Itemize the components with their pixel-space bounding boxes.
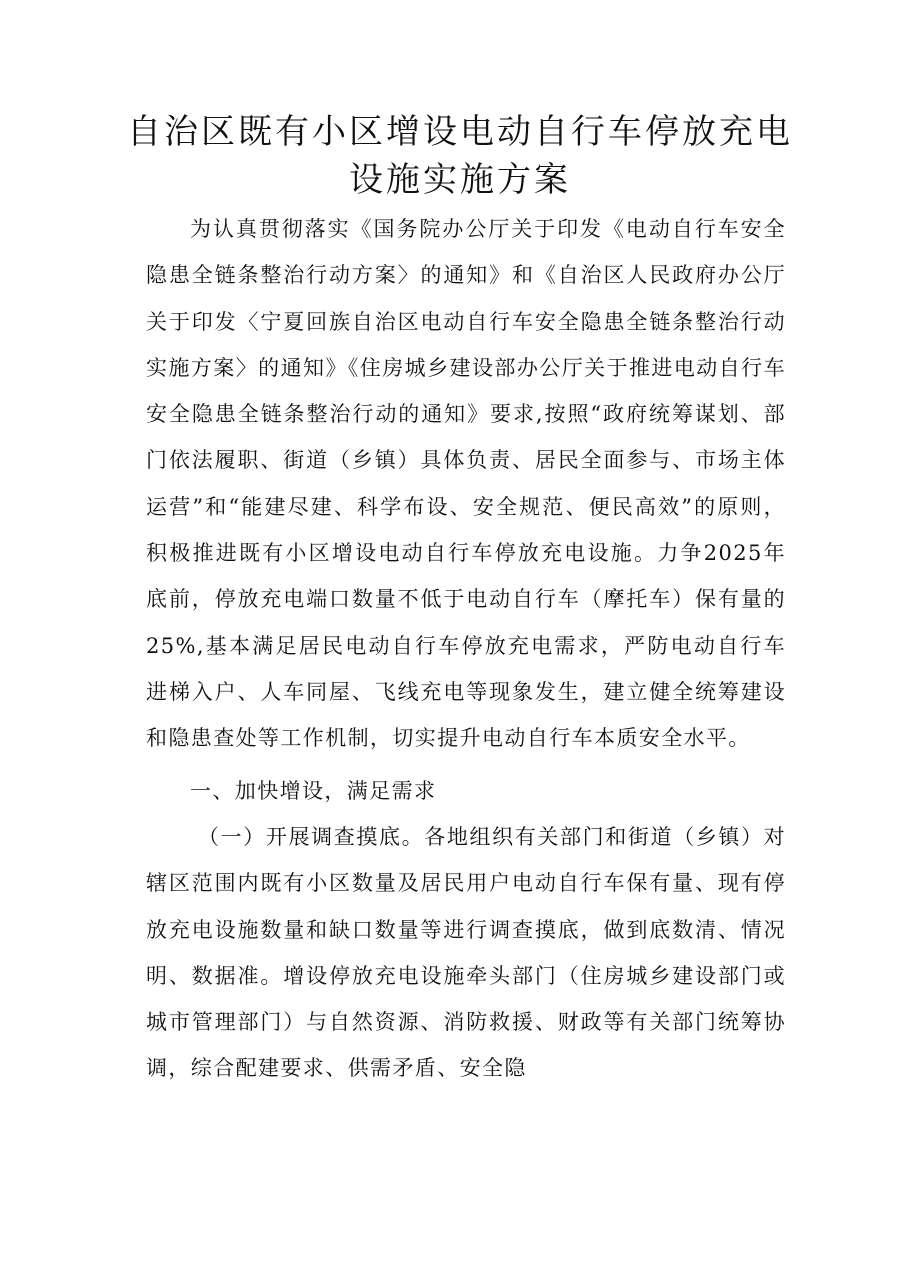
section-1-heading: 一、加快增设，满足需求 [190, 779, 437, 803]
document-title-line-1: 自治区既有小区增设电动自行车停放充电 [127, 112, 793, 152]
document-title-line-2: 设施实施方案 [349, 160, 571, 200]
intro-paragraph: 为认真贯彻落实《国务院办公厅关于印发《电动自行车安全隐患全链条整治行动方案〉的通知》和《自治区人民政府办公厅关于印发〈宁夏回族自治区电动自行车安全隐患全链条整治行动实施方案〉的通知》《住房城乡建设部办公厅关于推进电动自行车安全隐患全链条整治行动的通知》要求,按照“政府统筹谋划、部门依法履职、街道（乡镇）具体负责、居民全面参与、市场主体运营”和“能建尽建、科学布设、安全规范、便民高效”的原则，积极推进既有小区增设电动自行车停放充电设施。力争2025年底前，停放充电端口数量不低于电动自行车（摩托车）保有量的25%,基本满足居民电动自行车停放充电需求，严防电动自行车进梯入户、人车同屋、飞线充电等现象发生，建立健全统筹建设和隐患查处等工作机制，切实提升电动自行车本质安全水平。 [146, 217, 786, 751]
section-1-paragraph: （一）开展调查摸底。各地组织有关部门和街道（乡镇）对辖区范围内既有小区数量及居民用户电动自行车保有量、现有停放充电设施数量和缺口数量等进行调查摸底，做到底数清、情况明、数据准。增设停放充电设施牵头部门（住房城乡建设部门或城市管理部门）与自然资源、消防救援、财政等有关部门统筹协调，综合配建要求、供需矛盾、安全隐 [146, 825, 786, 1081]
